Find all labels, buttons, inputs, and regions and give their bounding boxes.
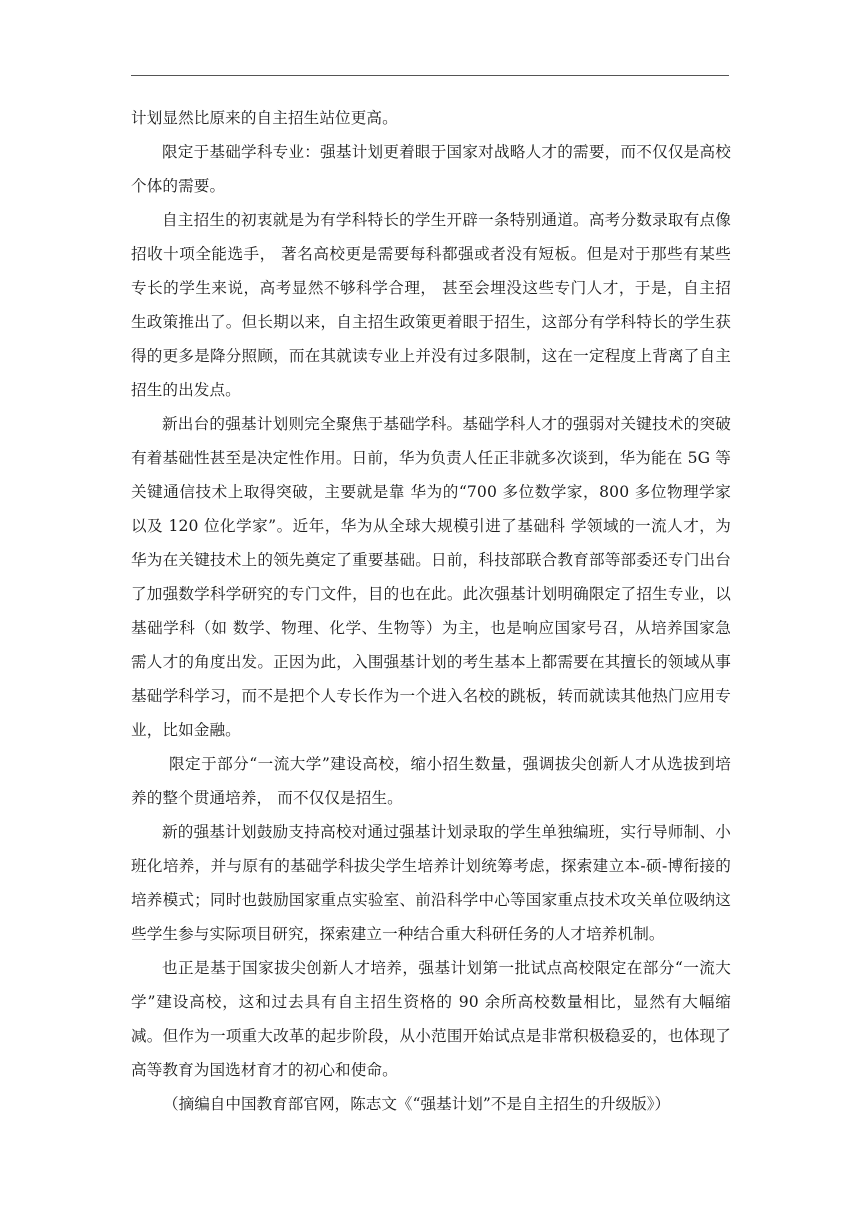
paragraph-pilot-reform: 也正是基于国家拔尖创新人才培养，强基计划第一批试点高校限定在部分“一流大学”建设高校，这和过去具有自主招生资格的 90 余所高校数量相比，显然有大幅缩减。但作为一项重大改革的起步阶段，从小范围开始试点是非常积极稳妥的，也体现了高等教育为国选材育才的初心和使命。 [131,959,731,1079]
paragraph-first-class-university-limit: 限定于部分“一流大学”建设高校，缩小招生数量，强调拔尖创新人才从选拔到培养的整个贯通培养， 而不仅仅是招生。 [131,755,731,807]
paragraph-focus-on-basic-disciplines: 新出台的强基计划则完全聚焦于基础学科。基础学科人才的强弱对关键技术的突破有着基础性甚至是决定性作用。日前，华为负责人任正非就多次谈到，华为能在 5G 等关键通信技术上取得突破，主要就是靠 华为的“700 多位数学家，800 多位物理学家以及 120 位化学家”。近年，华为从全球大规模引进了基础科 学领域的一流人才，为华为在关键技术上的领先奠定了重要基础。日前，科技部联合教育部等部委还专门出台了加强数学科学研究的专门文件，目的也在此。此次强基计划明确限定了招生专业，以基础学科（如 数学、物理、化学、生物等）为主，也是响应国家号召，从培养国家急需人才的角度出发。正因为此，入围强基计划的考生基本上都需要在其擅长的领域从事基础学科学习，而不是把个人专长作为一个进入名校的跳板，转而就读其他热门应用专业，比如金融。 [131,415,731,739]
paragraph-independent-admission-origin: 自主招生的初衷就是为有学科特长的学生开辟一条特别通道。高考分数录取有点像招收十项全能选手， 著名高校更是需要每科都强或者没有短板。但是对于那些有某些专长的学生来说，高考显然不够科学合理， 甚至会埋没这些专门人才，于是，自主招生政策推出了。但长期以来，自主招生政策更着眼于招生，这部分有学科特长的学生获得的更多是降分照顾，而在其就读专业上并没有过多限制，这在一定程度上背离了自主招生的出发点。 [131,211,731,399]
paragraph-continuation: 计划显然比原来的自主招生站位更高。 [131,109,398,127]
source-citation: （摘编自中国教育部官网，陈志文《“强基计划”不是自主招生的升级版》） [163,1095,671,1113]
article-body [131,101,731,1121]
paragraph-training-model: 新的强基计划鼓励支持高校对通过强基计划录取的学生单独编班，实行导师制、小班化培养，并与原有的基础学科拔尖学生培养计划统筹考虑，探索建立本-硕-博衔接的培养模式；同时也鼓励国家重点实验室、前沿科学中心等国家重点技术攻关单位吸纳这些学生参与实际项目研究，探索建立一种结合重大科研任务的人才培养机制。 [131,823,731,943]
paragraph-basic-discipline-limit: 限定于基础学科专业：强基计划更着眼于国家对战略人才的需要，而不仅仅是高校个体的需要。 [131,143,731,195]
header-rule [131,75,729,76]
